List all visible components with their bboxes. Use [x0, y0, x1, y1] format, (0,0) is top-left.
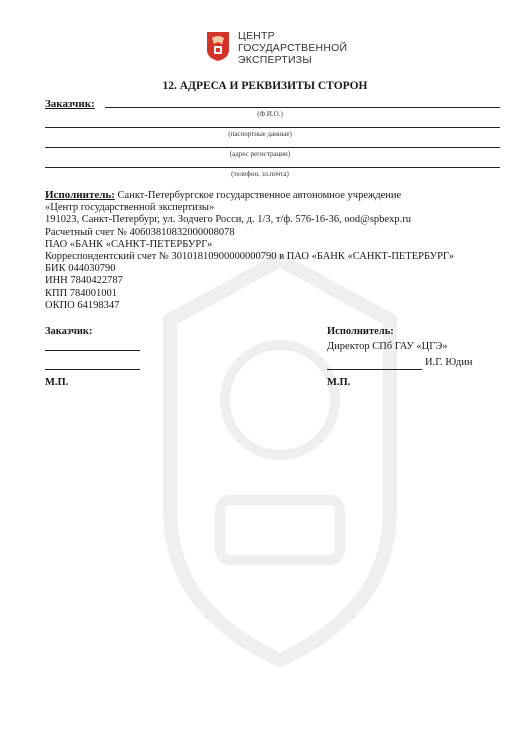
contractor-details — [45, 189, 515, 312]
contractor-org-type: Санкт-Петербургское государственное автономное учреждение — [114, 190, 402, 201]
logo-text — [238, 30, 347, 66]
customer-stamp: М.П. — [45, 377, 69, 388]
caption-name: (Ф.И.О.) — [257, 110, 283, 118]
customer-passport-line — [45, 127, 500, 128]
customer-name-line — [105, 107, 500, 108]
contractor-corr-account: Корреспондентский счет № 30101810900000000790 в ПАО «БАНК «САНКТ-ПЕТЕРБУРГ» — [45, 251, 454, 263]
contractor-line-1 — [45, 189, 515, 202]
contractor-position: Директор СПб ГАУ «ЦГЭ» — [327, 341, 448, 352]
logo-line-3: ЭКСПЕРТИЗЫ — [238, 54, 312, 66]
customer-phone-line — [45, 167, 500, 168]
contractor-signatory-name: И.Г. Юдин — [425, 357, 473, 368]
contractor-org-name: «Центр государственной экспертизы» — [45, 202, 215, 214]
contractor-address: 191023, Санкт-Петербург, ул. Зодчего Росси, д. 1/3, т/ф. 576-16-36, ood@spbexp.ru — [45, 214, 411, 226]
contractor-kpp: КПП 784001001 — [45, 287, 118, 299]
contractor-bank: ПАО «БАНК «САНКТ-ПЕТЕРБУРГ» — [45, 238, 213, 250]
customer-label: Заказчик: — [45, 98, 95, 110]
logo-line-1: ЦЕНТР — [238, 30, 275, 42]
customer-address-line — [45, 147, 500, 148]
customer-signature-line-1 — [45, 350, 140, 351]
contractor-inn: ИНН 7840422787 — [45, 275, 123, 287]
coat-of-arms-icon — [205, 30, 231, 62]
contractor-account: Расчетный счет № 40603810832000008078 — [45, 226, 235, 238]
contractor-stamp: М.П. — [327, 377, 351, 388]
watermark-emblem — [150, 250, 410, 670]
contractor-signature-line — [327, 369, 422, 370]
logo-line-2: ГОСУДАРСТВЕННОЙ — [238, 42, 348, 54]
section-title: 12. АДРЕСА И РЕКВИЗИТЫ СТОРОН — [162, 80, 368, 92]
caption-address: (адрес регистрации) — [229, 150, 291, 158]
logo — [205, 30, 348, 74]
caption-phone: (телефон, эл.почта) — [231, 170, 289, 178]
signature-customer-label: Заказчик: — [45, 326, 93, 337]
customer-signature-line-2 — [45, 369, 140, 370]
contractor-okpo: ОКПО 64198347 — [45, 299, 120, 311]
contractor-label: Исполнитель: — [45, 189, 115, 201]
signature-contractor-label: Исполнитель: — [327, 326, 394, 337]
caption-passport: (паспортные данные) — [228, 130, 292, 138]
contractor-bik: БИК 044030790 — [45, 263, 116, 275]
